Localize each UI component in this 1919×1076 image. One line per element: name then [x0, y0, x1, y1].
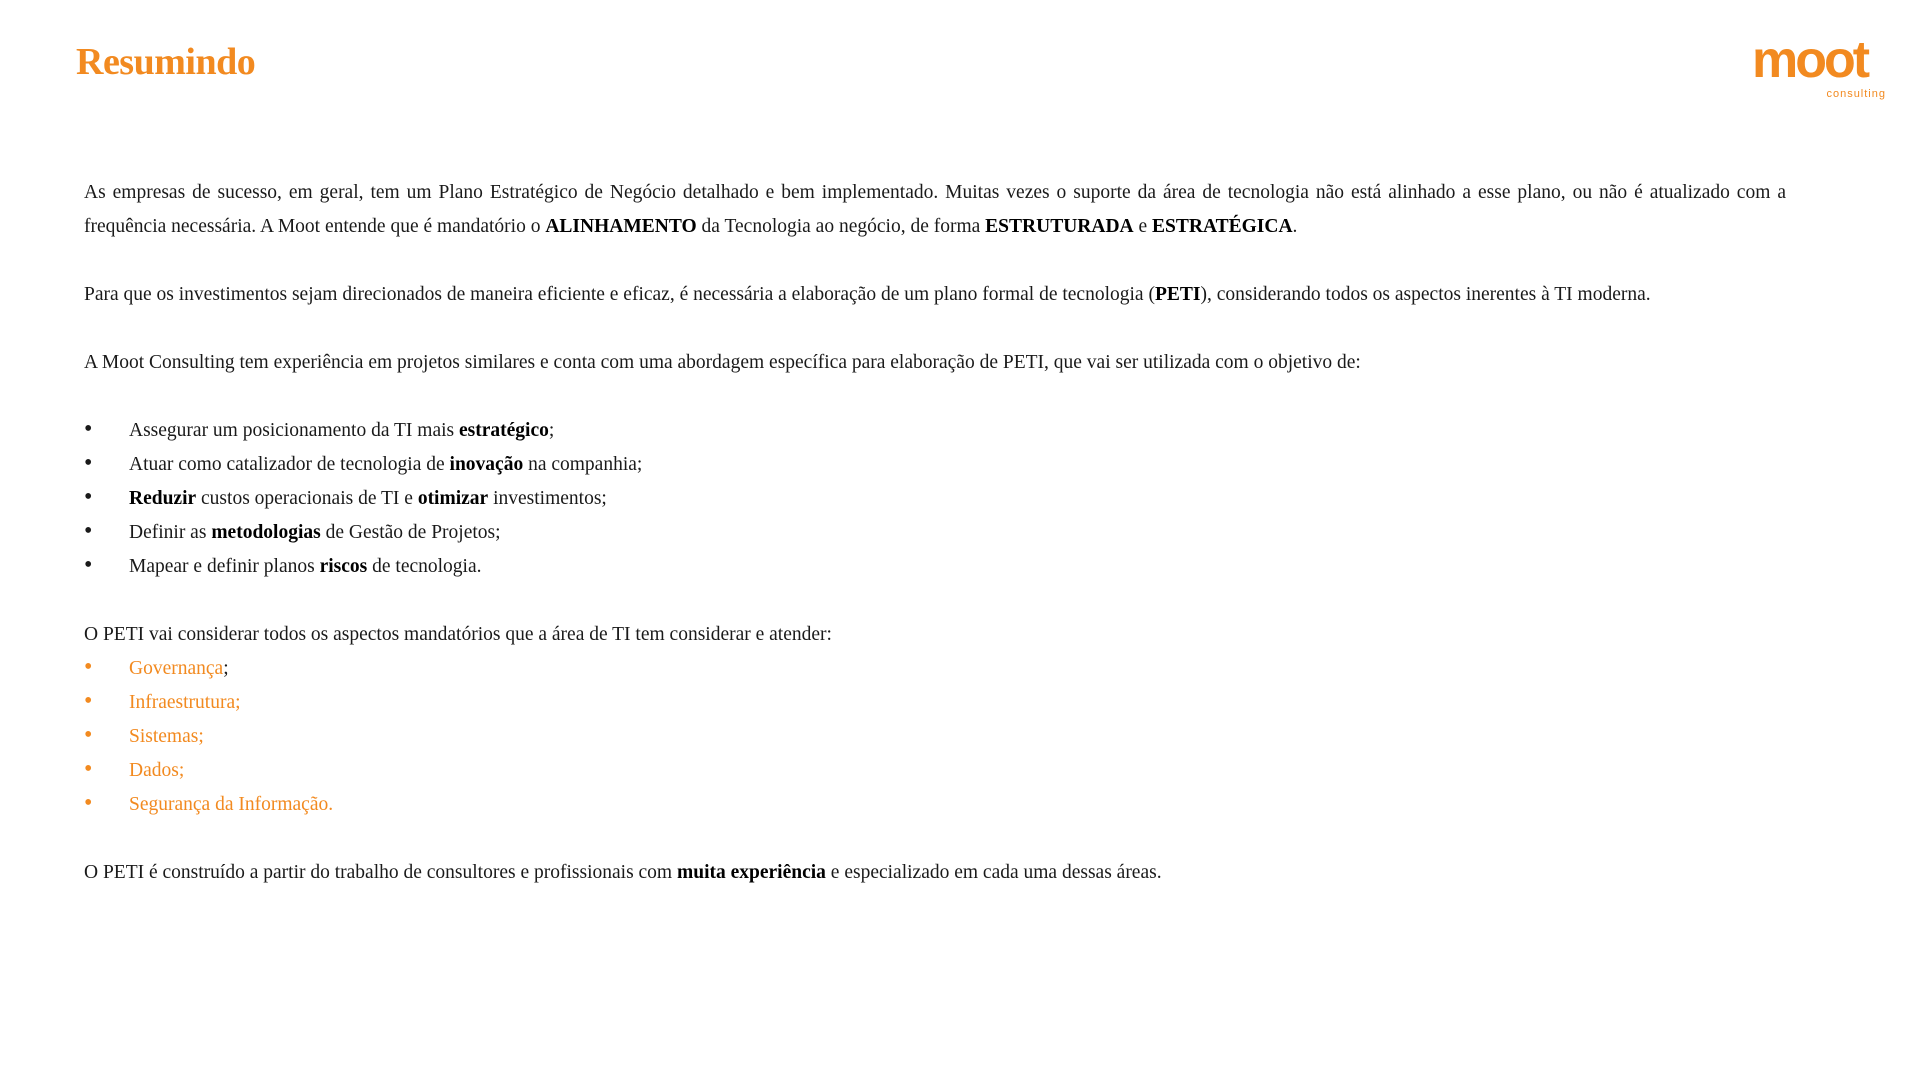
aspect-label: Sistemas;: [129, 726, 204, 747]
bold-run: Reduzir: [129, 488, 197, 509]
text-run: de tecnologia.: [367, 556, 482, 577]
text-run: .: [1292, 216, 1298, 237]
text-run: As empresas de sucesso, em geral, tem um Plano Estratégico de Negócio detalhado e bem implementado. Muitas vezes o suporte da área de tecnologia não está alinhado a esse plano, ou não é atualizado com a frequência necessária. A Moot entende que é mandatório o: [84, 182, 1786, 237]
text-run: ;: [548, 420, 555, 441]
bullet-icon: •: [84, 416, 93, 442]
text-run: da Tecnologia ao negócio, de forma: [696, 216, 986, 237]
aspect-label: Governança: [129, 658, 224, 679]
page-title: Resumindo: [76, 41, 256, 83]
objectives-list: [84, 414, 1786, 584]
list-item: [84, 448, 1786, 482]
list-item: [84, 788, 1786, 822]
paragraph-conclusion: [84, 856, 1786, 890]
bold-run: estratégico: [459, 420, 549, 441]
list-item: [84, 652, 1786, 686]
text-run: ), considerando todos os aspectos inerentes à TI moderna.: [1200, 284, 1651, 305]
text-run: Assegurar um posicionamento da TI mais: [129, 420, 459, 441]
paragraph-aspects: O PETI vai considerar todos os aspectos mandatórios que a área de TI tem considerar e atender:: [84, 624, 832, 645]
bullet-icon: •: [84, 688, 93, 714]
bullet-icon: •: [84, 484, 93, 510]
text-run: Atuar como catalizador de tecnologia de: [129, 454, 450, 475]
text-run: Definir as: [129, 522, 212, 543]
paragraph-investments: [84, 278, 1786, 312]
list-item: [84, 754, 1786, 788]
paragraph-intro: [84, 176, 1786, 244]
bold-run: ESTRUTURADA: [985, 216, 1134, 237]
list-item: [84, 516, 1786, 550]
bullet-icon: •: [84, 654, 93, 680]
text-run: e especializado em cada uma dessas áreas.: [825, 862, 1162, 883]
bold-run: riscos: [319, 556, 368, 577]
bullet-icon: •: [84, 722, 93, 748]
text-run: e: [1133, 216, 1153, 237]
aspects-list: [84, 652, 1786, 822]
text-run: investimentos;: [488, 488, 607, 509]
content: [84, 176, 1786, 890]
text-run: de Gestão de Projetos;: [320, 522, 501, 543]
list-item: [84, 414, 1786, 448]
text-run: O PETI é construído a partir do trabalho de consultores e profissionais com: [84, 862, 677, 883]
bold-run: PETI: [1154, 284, 1201, 305]
moot-logo: [1752, 31, 1892, 104]
bullet-icon: •: [84, 790, 93, 816]
bold-run: inovação: [449, 454, 524, 475]
text-run: Para que os investimentos sejam direcionados de maneira eficiente e eficaz, é necessária a elaboração de um plano formal de tecnologia (: [84, 284, 1155, 305]
paragraph-approach: A Moot Consulting tem experiência em projetos similares e conta com uma abordagem específica para elaboração de PETI, que vai ser utilizada com o objetivo de:: [84, 352, 1361, 373]
bold-run: metodologias: [211, 522, 321, 543]
bold-run: muita experiência: [676, 862, 826, 883]
text-run: ;: [223, 658, 229, 679]
bullet-icon: •: [84, 450, 93, 476]
text-run: Mapear e definir planos: [129, 556, 320, 577]
logo-sub: consulting: [1826, 88, 1886, 100]
list-item: [84, 550, 1786, 584]
aspect-label: Dados;: [129, 760, 185, 781]
bold-run: otimizar: [417, 488, 489, 509]
bold-run: ESTRATÉGICA: [1152, 216, 1293, 237]
bullet-icon: •: [84, 552, 93, 578]
list-item: [84, 482, 1786, 516]
bullet-icon: •: [84, 518, 93, 544]
aspect-label: Infraestrutura;: [129, 692, 241, 713]
logo-word: moot: [1752, 31, 1868, 89]
list-item: [84, 686, 1786, 720]
bullet-icon: •: [84, 756, 93, 782]
text-run: na companhia;: [523, 454, 643, 475]
aspect-label: Segurança da Informação.: [129, 794, 334, 815]
list-item: [84, 720, 1786, 754]
bold-run: ALINHAMENTO: [545, 216, 697, 237]
text-run: custos operacionais de TI e: [196, 488, 418, 509]
